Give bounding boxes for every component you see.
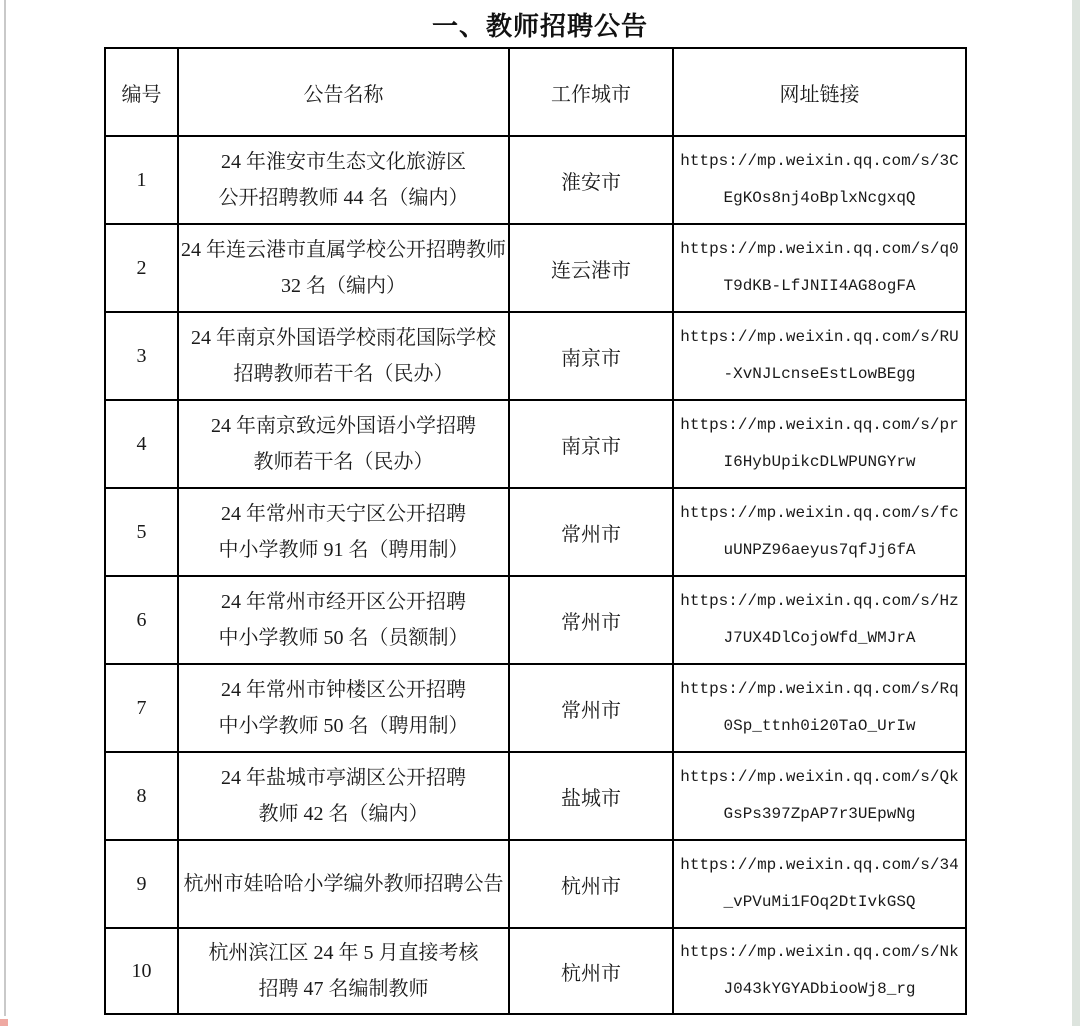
row-number-cell: 3 [105,312,178,400]
announcement-name-line: 24 年南京致远外国语小学招聘 [211,415,476,437]
announcement-name-cell [178,224,509,312]
table-header-row [105,48,966,136]
bottom-left-corner-mark [0,1019,8,1026]
announcement-name-cell [178,664,509,752]
url-line: J7UX4DlCojoWfd_WMJrA [723,629,916,647]
url-line: https://mp.weixin.qq.com/s/Hz [680,592,959,610]
announcement-name-line: 教师 42 名（编内） [258,803,429,825]
table-row [105,928,966,1014]
page-title: 一、教师招聘公告 [431,12,648,41]
announcement-name-line: 中小学教师 91 名（聘用制） [218,539,469,561]
announcement-name-line: 24 年连云港市直属学校公开招聘教师 [181,239,506,261]
header-number: 编号 [105,48,178,136]
row-number-cell: 8 [105,752,178,840]
row-number-cell: 9 [105,840,178,928]
announcement-name-cell [178,400,509,488]
work-city-cell: 淮安市 [509,136,673,224]
url-line: GsPs397ZpAP7r3UEpwNg [723,805,916,823]
work-city-cell: 常州市 [509,664,673,752]
announcement-name-line: 公开招聘教师 44 名（编内） [218,187,469,209]
url-cell [673,664,966,752]
url-cell [673,840,966,928]
table-row [105,840,966,928]
page-left-edge-line [4,0,6,1016]
header-url: 网址链接 [673,48,966,136]
work-city-cell: 南京市 [509,400,673,488]
url-line: https://mp.weixin.qq.com/s/Rq [680,680,959,698]
table-row [105,224,966,312]
url-line: _vPVuMi1FOq2DtIvkGSQ [723,893,916,911]
url-line: J043kYGYADbiooWj8_rg [723,980,916,998]
table-row [105,664,966,752]
url-line: https://mp.weixin.qq.com/s/fc [680,504,959,522]
row-number-cell: 10 [105,928,178,1014]
work-city-cell: 常州市 [509,576,673,664]
work-city-cell: 盐城市 [509,752,673,840]
announcement-name-line: 24 年南京外国语学校雨花国际学校 [191,327,496,349]
work-city-cell: 杭州市 [509,928,673,1014]
url-line: https://mp.weixin.qq.com/s/Qk [680,768,959,786]
url-line: https://mp.weixin.qq.com/s/3C [680,152,959,170]
url-line: https://mp.weixin.qq.com/s/pr [680,416,959,434]
url-cell [673,312,966,400]
table-row [105,400,966,488]
announcement-name-cell [178,752,509,840]
table-row [105,312,966,400]
url-line: EgKOs8nj4oBplxNcgxqQ [723,189,916,207]
row-number-cell: 7 [105,664,178,752]
url-cell [673,928,966,1014]
url-line: -XvNJLcnseEstLowBEgg [723,365,916,383]
right-edge-strip [1072,0,1080,1026]
url-line: https://mp.weixin.qq.com/s/34 [680,856,959,874]
announcement-name-line: 招聘 47 名编制教师 [258,978,429,1000]
announcement-name-cell [178,576,509,664]
table-row [105,576,966,664]
url-line: T9dKB-LfJNII4AG8ogFA [723,277,916,295]
announcement-name-cell [178,136,509,224]
announcement-name-line: 招聘教师若干名（民办） [233,363,454,385]
url-cell [673,576,966,664]
row-number-cell: 2 [105,224,178,312]
url-line: https://mp.weixin.qq.com/s/RU [680,328,959,346]
announcement-name-cell [178,840,509,928]
announcement-name-line: 中小学教师 50 名（聘用制） [218,715,469,737]
announcement-name-cell [178,488,509,576]
announcement-table [104,47,967,1015]
url-line: I6HybUpikcDLWPUNGYrw [723,453,916,471]
announcement-name-cell [178,928,509,1014]
announcement-name-line: 24 年常州市钟楼区公开招聘 [221,679,466,701]
url-cell [673,752,966,840]
url-cell [673,488,966,576]
table-row [105,488,966,576]
announcement-name-line: 24 年常州市经开区公开招聘 [221,591,466,613]
announcement-name-line: 32 名（编内） [281,275,406,297]
announcement-name-line: 24 年淮安市生态文化旅游区 [221,151,466,173]
url-line: uUNPZ96aeyus7qfJj6fA [723,541,916,559]
row-number-cell: 5 [105,488,178,576]
announcement-name-line: 24 年盐城市亭湖区公开招聘 [221,767,466,789]
announcement-name-cell [178,312,509,400]
url-line: https://mp.weixin.qq.com/s/q0 [680,240,959,258]
work-city-cell: 常州市 [509,488,673,576]
row-number-cell: 1 [105,136,178,224]
announcement-name-line: 杭州市娃哈哈小学编外教师招聘公告 [183,873,504,895]
announcement-name-line: 杭州滨江区 24 年 5 月直接考核 [208,942,479,964]
url-line: 0Sp_ttnh0i20TaO_UrIw [723,717,916,735]
announcement-name-line: 教师若干名（民办） [253,451,434,473]
table-row [105,752,966,840]
announcement-name-line: 24 年常州市天宁区公开招聘 [221,503,466,525]
work-city-cell: 南京市 [509,312,673,400]
work-city-cell: 杭州市 [509,840,673,928]
header-announcement-name: 公告名称 [178,48,509,136]
announcement-name-line: 中小学教师 50 名（员额制） [218,627,469,649]
work-city-cell: 连云港市 [509,224,673,312]
row-number-cell: 4 [105,400,178,488]
header-work-city: 工作城市 [509,48,673,136]
url-cell [673,136,966,224]
table-row [105,136,966,224]
row-number-cell: 6 [105,576,178,664]
url-cell [673,400,966,488]
url-line: https://mp.weixin.qq.com/s/Nk [680,943,959,961]
url-cell [673,224,966,312]
